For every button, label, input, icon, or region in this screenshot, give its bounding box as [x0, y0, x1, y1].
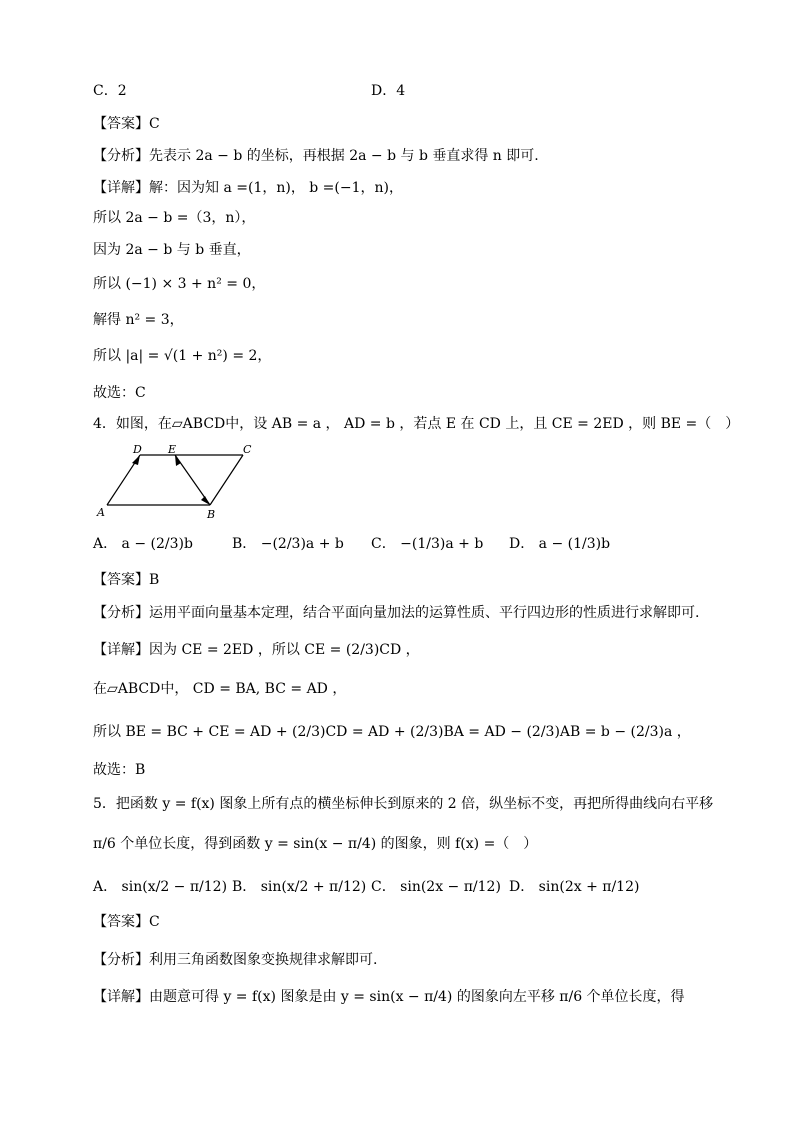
analysis-tag: 【分析】 — [93, 952, 149, 968]
q3-option-d: D．4 — [371, 83, 406, 99]
answer-value: C — [149, 116, 160, 132]
detail-tag: 【详解】 — [93, 180, 149, 196]
q4-option-c: C． −(1/3)a + b — [371, 536, 484, 552]
q4-stem: 4．如图，在▱ABCD中，设 AB = a ， AD = b ，若点 E 在 CD 上，且 CE = 2ED ，则 BE =（ ） — [93, 416, 740, 432]
label-a: A — [97, 506, 105, 519]
answer-tag: 【答案】 — [93, 116, 149, 132]
detail-tag: 【详解】 — [93, 989, 149, 1005]
q4-step-1: 在▱ABCD中， CD = BA, BC = AD ， — [93, 681, 347, 697]
answer-value: C — [149, 914, 160, 930]
q5-analysis-line — [93, 950, 377, 970]
analysis-text: 先表示 2a − b 的坐标，再根据 2a − b 与 b 垂直求得 n 即可. — [149, 148, 539, 164]
q4-option-a: A． a − (2/3)b — [93, 536, 193, 552]
label-c: C — [243, 443, 252, 456]
q3-step-3: 所以 (−1) × 3 + n² = 0， — [93, 276, 266, 292]
q4-detail-line — [93, 640, 420, 660]
q5-stem-line-2: π/6 个单位长度，得到函数 y = sin(x − π/4) 的图象，则 f(x) =（ ） — [93, 836, 538, 852]
label-e: E — [168, 443, 177, 456]
analysis-text: 利用三角函数图象变换规律求解即可. — [149, 952, 378, 968]
q3-option-c: C．2 — [93, 83, 127, 99]
q4-step-2: 所以 BE = BC + CE = AD + (2/3)CD = AD + (2/3)BA = AD − (2/3)AB = b − (2/3)a ， — [93, 724, 691, 740]
q4-option-b: B． −(2/3)a + b — [232, 536, 344, 552]
q4-option-d: D． a − (1/3)b — [509, 536, 611, 552]
q4-answer-line — [93, 570, 159, 590]
edge-cb — [210, 455, 243, 505]
q4-analysis-line — [93, 603, 699, 623]
q3-step-5: 所以 |a| = √(1 + n²) = 2， — [93, 348, 272, 364]
q3-final: 故选：C — [93, 385, 146, 401]
q5-option-d: D． sin(2x + π/12) — [509, 879, 640, 895]
q3-step-4: 解得 n² = 3， — [93, 312, 184, 328]
detail-text: 由题意可得 y = f(x) 图象是由 y = sin(x − π/4) 的图象向左平移 π/6 个单位长度，得 — [149, 989, 685, 1005]
q3-analysis-line — [93, 146, 539, 166]
label-d: D — [133, 443, 142, 456]
detail-text: 解：因为知 a =(1，n)， b =(−1，n)， — [149, 180, 403, 196]
q5-option-c: C． sin(2x − π/12) — [371, 879, 501, 895]
q3-answer-line — [93, 114, 160, 134]
detail-tag: 【详解】 — [93, 642, 149, 658]
label-b: B — [207, 508, 216, 521]
answer-value: B — [149, 572, 160, 588]
answer-tag: 【答案】 — [93, 914, 149, 930]
detail-text: 因为 CE = 2ED ，所以 CE = (2/3)CD ， — [149, 642, 420, 658]
q5-option-a: A． sin(x/2 − π/12) — [93, 879, 228, 895]
q3-step-2: 因为 2a − b 与 b 垂直， — [93, 242, 251, 258]
q5-detail-line — [93, 987, 685, 1007]
q4-final: 故选：B — [93, 762, 146, 778]
answer-tag: 【答案】 — [93, 572, 149, 588]
arrow-ab-icon — [201, 496, 210, 505]
q3-detail-line — [93, 178, 403, 198]
q5-option-b: B． sin(x/2 + π/12) — [232, 879, 367, 895]
analysis-tag: 【分析】 — [93, 605, 149, 621]
q5-stem-line-1: 5．把函数 y = f(x) 图象上所有点的横坐标伸长到原来的 2 倍，纵坐标不变，再把所得曲线向右平移 — [93, 796, 714, 812]
arrow-ad-icon — [132, 455, 140, 465]
parallelogram-figure — [95, 443, 265, 521]
analysis-text: 运用平面向量基本定理，结合平面向量加法的运算性质、平行四边形的性质进行求解即可. — [149, 605, 700, 621]
arrow-be-icon — [175, 455, 181, 466]
q3-step-1: 所以 2a − b =（3，n）， — [93, 210, 256, 226]
analysis-tag: 【分析】 — [93, 148, 149, 164]
q5-answer-line — [93, 912, 160, 932]
